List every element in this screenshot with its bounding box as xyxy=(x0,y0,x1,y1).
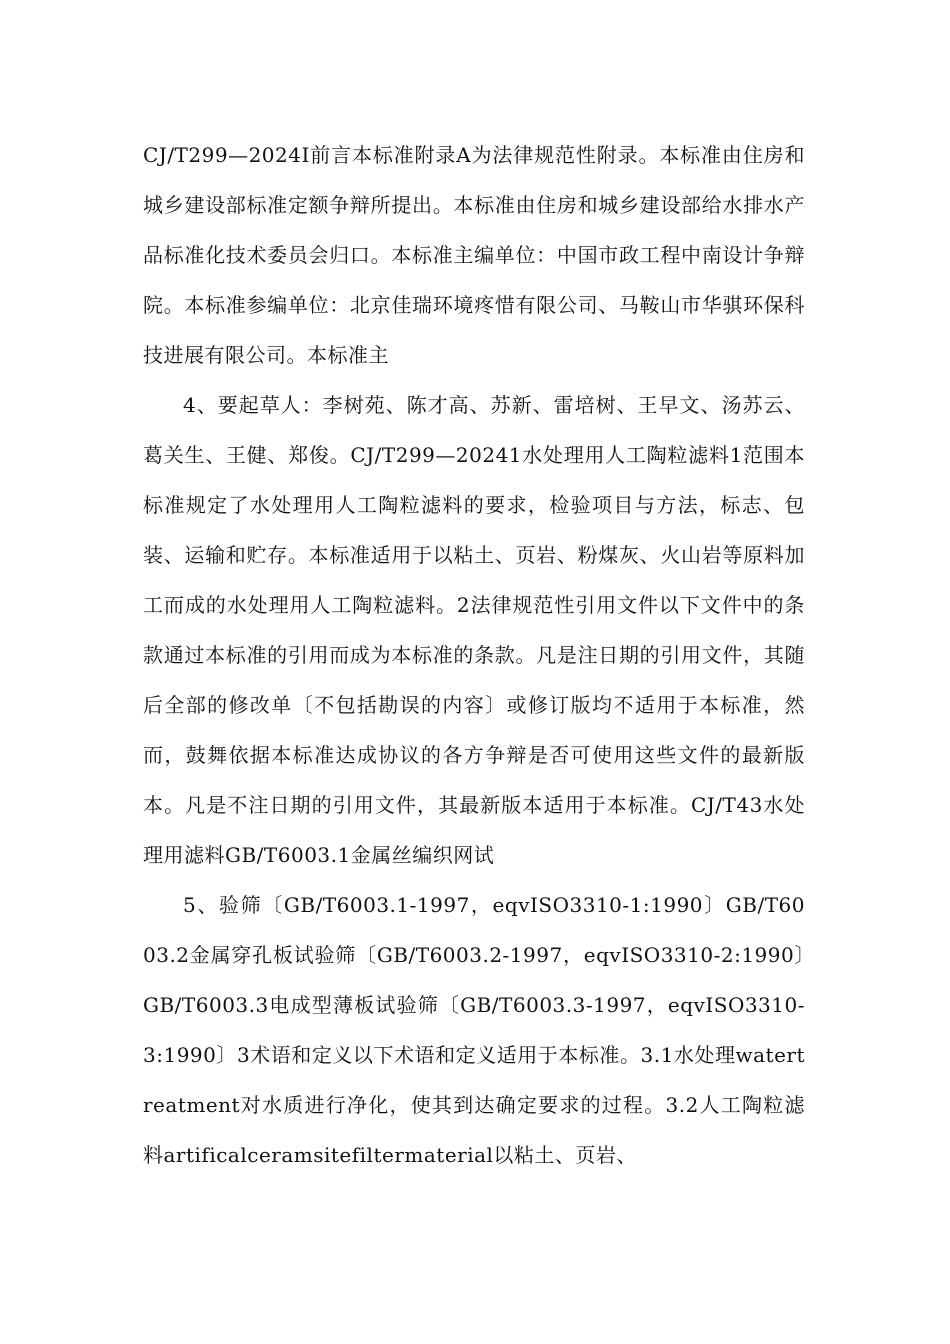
paragraph-test-sieves-terms: 5、验筛〔GB/T6003.1-1997，eqvISO3310-1:1990〕GB/T6003.2金属穿孔板试验筛〔GB/T6003.2-1997，eqvISO3310-2:1990〕GB/T6003.3电成型薄板试验筛〔GB/T6003.3-1997，eqvISO3310-3:1990〕3术语和定义以下术语和定义适用于本标准。3.1水处理watertreatment对水质进行净化，使其到达确定要求的过程。3.2人工陶粒滤料artificalceramsitefiltermaterial以粘土、页岩、 xyxy=(143,893,805,1167)
document-page xyxy=(143,130,805,1180)
paragraph-preface: CJ/T299—2024I前言本标准附录A为法律规范性附录。本标准由住房和城乡建设部标准定额争辩所提出。本标准由住房和城乡建设部给水排水产品标准化技术委员会归口。本标准主编单位：中国市政工程中南设计争辩院。本标准参编单位：北京佳瑞环境疼惜有限公司、马鞍山市华骐环保科技进展有限公司。本标准主 xyxy=(143,143,805,367)
paragraph-drafters-scope: 4、要起草人：李树苑、陈才高、苏新、雷培树、王早文、汤苏云、葛关生、王健、郑俊。CJ/T299—20241水处理用人工陶粒滤料1范围本标准规定了水处理用人工陶粒滤料的要求，检验项目与方法，标志、包装、运输和贮存。本标准适用于以粘土、页岩、粉煤灰、火山岩等原料加工而成的水处理用人工陶粒滤料。2法律规范性引用文件以下文件中的条款通过本标准的引用而成为本标准的条款。凡是注日期的引用文件，其随后全部的修改单〔不包括勘误的内容〕或修订版均不适用于本标准，然而，鼓舞依据本标准达成协议的各方争辩是否可使用这些文件的最新版本。凡是不注日期的引用文件，其最新版本适用于本标准。CJ/T43水处理用滤料GB/T6003.1金属丝编织网试 xyxy=(143,393,805,867)
